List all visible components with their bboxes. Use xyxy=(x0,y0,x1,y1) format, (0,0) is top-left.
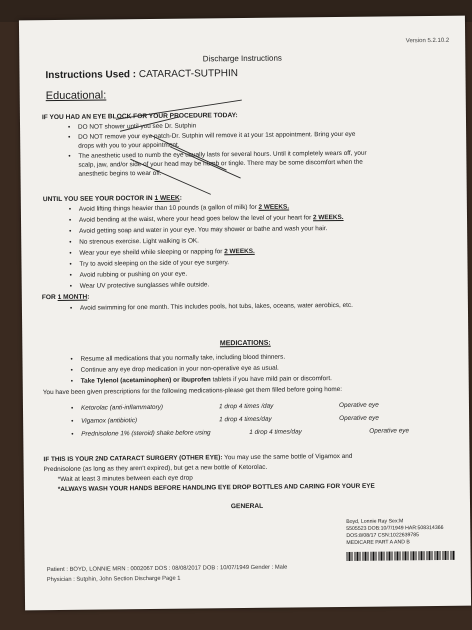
list-item: • Wear your eye sheild while sleeping or napping for 2 WEEKS. xyxy=(79,248,254,257)
rx-dose: 1 drop 4 times/day xyxy=(219,415,272,424)
eye-block-heading: IF YOU HAD AN EYE BLOCK FOR YOUR PROCEDURE TODAY: xyxy=(41,112,238,122)
list-item: • The anesthetic used to numb the eye usually lasts for several hours. Until it completely wears off, your xyxy=(78,150,366,160)
rx-eye: Operative eye xyxy=(338,401,379,410)
rx-eye: Operative eye xyxy=(339,414,379,423)
list-item: • Resume all medications that you normally take, including blood thinners. xyxy=(80,354,285,363)
footer xyxy=(47,563,288,586)
list-item: • Take Tylenol (acetaminophen) or ibuprofen tablets if you have mild pain or discomfort. xyxy=(81,375,332,385)
second-surgery-note: IF THIS IS YOUR 2ND CATARACT SURGERY (OTHER EYE): You may use the same bottle of Vigamox and xyxy=(43,452,353,464)
instructions-used-value: CATARACT-SUTPHIN xyxy=(138,68,238,81)
one-month-heading: FOR 1 MONTH: xyxy=(41,293,90,302)
rx-eye: Operative eye xyxy=(369,427,410,435)
second-surgery-note-line2: Prednisolone (as long as they aren't expired), but get a new bottle of Ketorolac. xyxy=(43,463,268,474)
instructions-used-label: Instructions Used : xyxy=(45,69,137,82)
list-item: • Wear UV protective sunglasses while outside. xyxy=(80,281,210,289)
list-item: • Continue any eye drop medication in your non-operative eye as usual. xyxy=(81,365,279,374)
version-label: Version 5.2.10.2 xyxy=(405,37,450,45)
footer-patient-line: Patient : BOYD, LONNIE MRN : 0002067 DOS : 08/08/2017 DOB : 10/07/1949 Gender : Male xyxy=(46,564,288,574)
list-item: • Try to avoid sleeping on the side of your eye surgery. xyxy=(79,259,229,268)
list-item: • Avoid rubbing or pushing on your eye. xyxy=(80,271,188,279)
footer-physician-line: Physician : Sutphin, John Section Discharge Page 1 xyxy=(46,575,181,584)
list-item: • No strenous exercise. Light walking is OK. xyxy=(79,237,199,245)
instructions-used xyxy=(45,68,238,81)
one-week-heading: UNTIL YOU SEE YOUR DOCTOR IN 1 WEEK: xyxy=(42,194,182,204)
wait-note: *Wait at least 3 minutes between each eye drop xyxy=(57,474,193,483)
list-item: • Avoid lifting things heavier than 10 pounds (a gallon of milk) for 2 WEEKS. xyxy=(79,204,289,213)
rx-name: • Vigamox (antibiotic) xyxy=(81,417,137,425)
label-line: 5505523 DOB:10/7/1949 HAR:508314366 xyxy=(346,524,444,532)
label-line: Boyd, Lonnie Ray Sex:M xyxy=(346,518,404,525)
rx-name: • Prednisolone 1% (steroid) shake before using xyxy=(81,429,210,437)
rx-dose: 1 drop 4 times /day xyxy=(218,402,274,411)
list-item: • Avoid bending at the waist, where your head goes below the level of your heart for 2 WEEKS. xyxy=(79,214,344,224)
barcode xyxy=(347,551,455,561)
wash-hands-note: *ALWAYS WASH YOUR HANDS BEFORE HANDLING EYE DROP BOTTLES AND CARING FOR YOUR EYE xyxy=(57,482,375,493)
label-line: MEDICARE PART A AND B xyxy=(346,539,410,546)
list-item: • DO NOT shower until you see Dr. Sutphin xyxy=(78,123,196,131)
label-line: DOS:8/08/17 CSN:1022639785 xyxy=(346,532,420,539)
document-title: Discharge Instructions xyxy=(202,53,282,64)
medications-heading: MEDICATIONS: xyxy=(219,339,271,348)
discharge-document xyxy=(19,16,471,611)
rx-dose: 1 drop 4 times/day xyxy=(249,428,302,436)
list-item: • Avoid swimming for one month. This includes pools, hot tubs, lakes, oceans, water aerobics, etc. xyxy=(80,302,353,312)
list-item: • Avoid getting soap and water in your eye. You may shower or bathe and wash your hair. xyxy=(79,225,327,235)
rx-name: • Ketorolac (anti-inflammatory) xyxy=(81,404,163,412)
list-item-continuation: drops with you to your appointment. xyxy=(78,141,180,150)
educational-heading: Educational: xyxy=(45,89,107,103)
general-heading: GENERAL xyxy=(230,502,264,511)
list-item-continuation: anesthetic begins to wear off. xyxy=(78,169,162,178)
list-item: • DO NOT remove your eye patch-Dr. Sutphin will remove it at your 1st appointment. Bring your eye xyxy=(78,131,355,141)
prescriptions-note: You have been given prescriptions for the following medications-please get them filled before going home: xyxy=(42,385,343,397)
list-item-continuation: scalp, jaw, and/or side of your head may be numb or tingle. There may be some discomfort when the xyxy=(78,158,363,169)
patient-label xyxy=(346,518,443,547)
